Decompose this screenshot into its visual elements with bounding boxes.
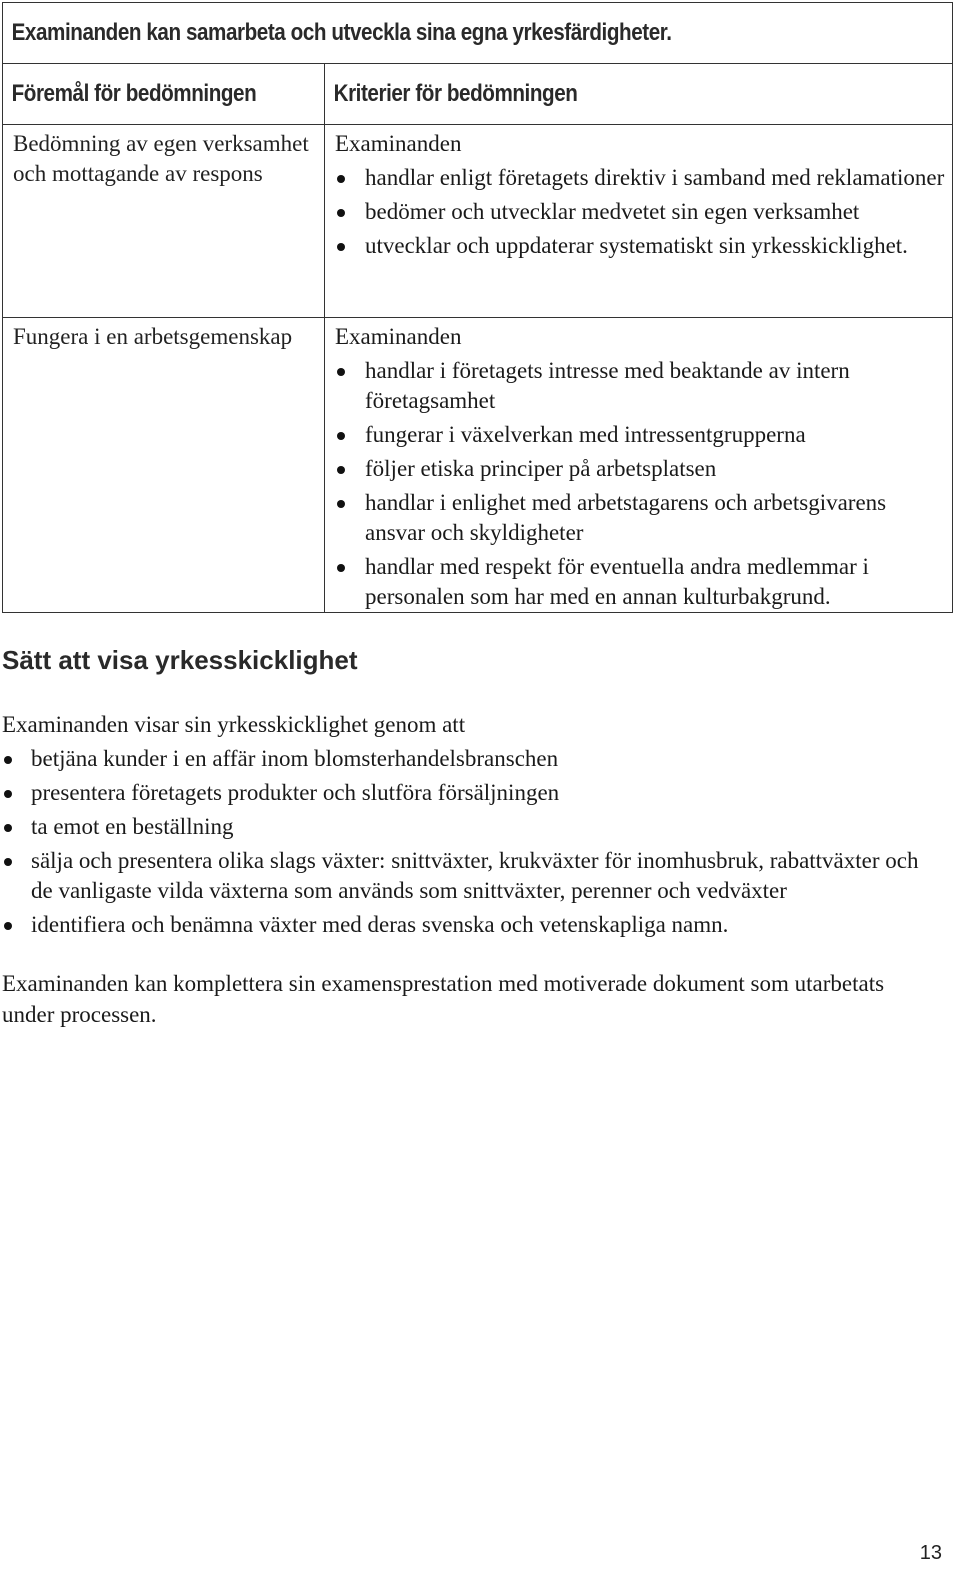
- list-item: [335, 454, 948, 484]
- bullet-icon: [4, 922, 12, 930]
- list-item: [2, 846, 942, 906]
- skill-text: sälja och presentera olika slags växter: snittväxter, krukväxter för inomhusbruk, rabattväxter och de vanligaste vilda växterna som används som snittväxter, perenner och vedväxter: [31, 848, 919, 903]
- skills-list: [2, 744, 942, 940]
- skill-text: presentera företagets produkter och slutföra försäljningen: [31, 780, 560, 805]
- assessment-object-cell: [3, 318, 325, 613]
- bullet-icon: [4, 824, 12, 832]
- list-item: [335, 356, 948, 416]
- bullet-icon: [4, 790, 12, 798]
- section-heading: Sätt att visa yrkesskicklighet: [2, 645, 358, 675]
- table-title: Examinanden kan samarbeta och utveckla sina egna yrkesfärdigheter.: [11, 19, 672, 46]
- page-number: 13: [919, 1542, 942, 1564]
- right-column-header: Kriterier för bedömningen: [333, 80, 578, 107]
- criterion-text: handlar med respekt för eventuella andra medlemmar i personalen som har med en annan kulturbakgrund.: [365, 554, 869, 609]
- bullet-icon: [4, 858, 12, 866]
- criterion-text: handlar i företagets intresse med beaktande av intern företagsamhet: [365, 358, 850, 413]
- criterion-text: följer etiska principer på arbetsplatsen: [365, 456, 717, 481]
- list-item: [335, 420, 948, 450]
- list-item: [2, 778, 942, 808]
- criteria-cell: [325, 125, 953, 318]
- criterion-text: utvecklar och uppdaterar systematiskt sin yrkesskicklighet.: [365, 233, 908, 258]
- list-item: [335, 488, 948, 548]
- criteria-intro: Examinanden: [335, 131, 462, 156]
- right-column-header-cell: [325, 64, 953, 125]
- bullet-icon: [4, 756, 12, 764]
- assessment-object: Bedömning av egen verksamhet och mottagande av respons: [13, 131, 309, 186]
- list-item: [2, 910, 942, 940]
- skill-text: betjäna kunder i en affär inom blomsterhandelsbranschen: [31, 746, 559, 771]
- assessment-object-cell: [3, 125, 325, 318]
- list-item: [335, 197, 948, 227]
- bullet-icon: [337, 368, 345, 376]
- bullet-icon: [337, 243, 345, 251]
- list-item: [2, 744, 942, 774]
- list-item: [335, 163, 948, 193]
- criterion-text: bedömer och utvecklar medvetet sin egen verksamhet: [365, 199, 860, 224]
- closing-paragraph: Examinanden kan komplettera sin examensprestation med motiverade dokument som utarbetats under processen.: [2, 971, 885, 1027]
- list-item: [335, 231, 948, 261]
- bullet-icon: [337, 564, 345, 572]
- criteria-list: [335, 163, 948, 261]
- left-column-header: Föremål för bedömningen: [11, 80, 257, 107]
- criteria-intro: Examinanden: [335, 324, 462, 349]
- left-column-header-cell: [3, 64, 325, 125]
- bullet-icon: [337, 209, 345, 217]
- list-item: [335, 552, 948, 612]
- list-item: [2, 812, 942, 842]
- bullet-icon: [337, 466, 345, 474]
- skill-text: ta emot en beställning: [31, 814, 234, 839]
- criterion-text: handlar enligt företagets direktiv i samband med reklamationer: [365, 165, 945, 190]
- bullet-icon: [337, 175, 345, 183]
- assessment-table: [2, 2, 953, 613]
- section-body: [2, 710, 942, 1030]
- table-row: [3, 318, 953, 613]
- table-title-cell: [3, 3, 953, 64]
- assessment-object: Fungera i en arbetsgemenskap: [13, 324, 293, 349]
- bullet-icon: [337, 500, 345, 508]
- criterion-text: handlar i enlighet med arbetstagarens och arbetsgivarens ansvar och skyldigheter: [365, 490, 887, 545]
- table-row: [3, 125, 953, 318]
- section-intro: Examinanden visar sin yrkesskicklighet genom att: [2, 712, 466, 737]
- skill-text: identifiera och benämna växter med deras svenska och vetenskapliga namn.: [31, 912, 729, 937]
- criteria-cell: [325, 318, 953, 613]
- bullet-icon: [337, 432, 345, 440]
- criterion-text: fungerar i växelverkan med intressentgrupperna: [365, 422, 806, 447]
- criteria-list: [335, 356, 948, 612]
